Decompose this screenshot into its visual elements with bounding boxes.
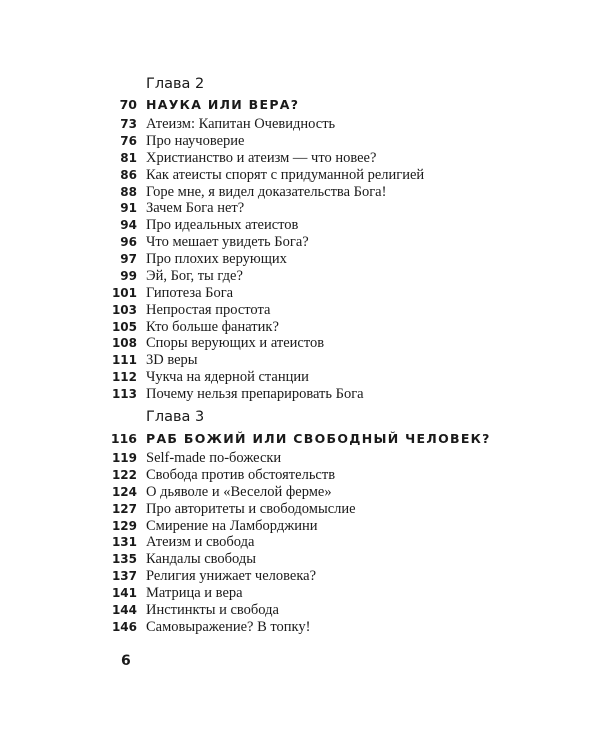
toc-entry-page: 105 bbox=[111, 319, 137, 334]
toc-entry bbox=[0, 568, 600, 585]
toc-entry-page: 94 bbox=[120, 218, 137, 233]
toc-entry-page: 81 bbox=[120, 150, 137, 165]
toc-entry bbox=[0, 602, 600, 619]
toc-entry-page: 103 bbox=[111, 302, 137, 317]
toc-entry-page: 112 bbox=[111, 370, 137, 385]
page-number: 6 bbox=[121, 653, 131, 669]
toc-entry-page: 113 bbox=[111, 387, 137, 401]
toc-entry bbox=[0, 585, 600, 602]
chapter-2-title: НАУКА ИЛИ ВЕРА? bbox=[146, 97, 300, 112]
toc-entry bbox=[0, 484, 600, 501]
chapter-3-label: Глава 3 bbox=[146, 409, 205, 425]
toc-entry bbox=[0, 116, 600, 133]
toc-entry-page: 137 bbox=[111, 569, 137, 584]
toc-entry bbox=[0, 285, 600, 302]
toc-entry-title: Атеизм: Капитан Очевидность bbox=[146, 116, 336, 132]
toc-entry-page: 88 bbox=[120, 184, 137, 199]
toc-entry-page: 119 bbox=[111, 451, 137, 465]
toc-entry-page: 96 bbox=[120, 235, 137, 250]
toc-entry-title: Про идеальных атеистов bbox=[146, 217, 299, 234]
toc-entry-title: О дьяволе и «Веселой ферме» bbox=[146, 483, 332, 500]
toc-entry bbox=[0, 319, 600, 336]
toc-entry bbox=[0, 184, 600, 201]
toc-entry bbox=[0, 200, 600, 217]
toc-entry-title: Свобода против обстоятельств bbox=[146, 466, 336, 483]
chapter-2-label: Глава 2 bbox=[146, 76, 205, 92]
toc-entry-title: Самовыражение? В топку! bbox=[146, 618, 311, 635]
toc-entry-page: 141 bbox=[111, 586, 137, 600]
toc-entry bbox=[0, 467, 600, 484]
toc-entry-page: 108 bbox=[111, 336, 137, 351]
toc-entry bbox=[0, 551, 600, 568]
toc-entry-page: 127 bbox=[111, 501, 137, 516]
toc-entry-title: Атеизм и свобода bbox=[146, 534, 255, 551]
toc-entry-title: Что мешает увидеть Бога? bbox=[146, 234, 309, 251]
toc-entry-title: Кто больше фанатик? bbox=[146, 318, 279, 335]
toc-entry-page: 97 bbox=[120, 252, 137, 266]
toc-entry-title: Христианство и атеизм — что новее? bbox=[146, 149, 377, 166]
toc-entry bbox=[0, 133, 600, 150]
toc-entry-title: Смирение на Ламборджини bbox=[146, 517, 318, 534]
toc-entry-title: Про авторитеты и свободомыслие bbox=[146, 500, 356, 517]
toc-entry-page: 124 bbox=[111, 484, 137, 499]
toc-entry-page: 129 bbox=[111, 518, 137, 533]
toc-entry-title: Гипотеза Бога bbox=[146, 284, 234, 301]
toc-entry-title: Горе мне, я видел доказательства Бога! bbox=[146, 183, 387, 200]
toc-entry bbox=[0, 234, 600, 251]
toc-entry-title: Self-made по-божески bbox=[146, 450, 282, 466]
toc-entry-title: Про научоверие bbox=[146, 132, 245, 149]
toc-entry-page: 76 bbox=[120, 133, 137, 148]
toc-entry-title: Кандалы свободы bbox=[146, 551, 256, 568]
toc-entry bbox=[0, 268, 600, 285]
toc-entry-page: 101 bbox=[111, 285, 137, 300]
toc-entry bbox=[0, 619, 600, 636]
toc-entry-page: 146 bbox=[111, 619, 137, 634]
toc-entry-page: 73 bbox=[120, 117, 137, 131]
toc-entry bbox=[0, 352, 600, 369]
toc-entry bbox=[0, 302, 600, 319]
toc-entry-page: 144 bbox=[111, 602, 137, 617]
toc-entry bbox=[0, 450, 600, 467]
toc-entry-title: Как атеисты спорят с придуманной религией bbox=[146, 166, 425, 183]
toc-entry-title: Споры верующих и атеистов bbox=[146, 335, 325, 352]
toc-entry bbox=[0, 518, 600, 535]
toc-entry bbox=[0, 217, 600, 234]
toc-entry-title: Про плохих верующих bbox=[146, 251, 287, 267]
toc-entry bbox=[0, 534, 600, 551]
toc-entry bbox=[0, 167, 600, 184]
toc-entry-title: Чукча на ядерной станции bbox=[146, 369, 309, 386]
toc-entry bbox=[0, 335, 600, 352]
toc-entry-page: 131 bbox=[111, 535, 137, 550]
toc-entry bbox=[0, 150, 600, 167]
toc-entry-page: 86 bbox=[120, 167, 137, 182]
toc-entry bbox=[0, 369, 600, 386]
toc-entry-title: Почему нельзя препарировать Бога bbox=[146, 386, 364, 402]
toc-entry bbox=[0, 501, 600, 518]
toc-entry-title: Религия унижает человека? bbox=[146, 568, 317, 585]
toc-entry-title: 3D веры bbox=[146, 352, 198, 369]
toc-entry-page: 135 bbox=[111, 552, 137, 567]
toc-entry-page: 99 bbox=[120, 268, 137, 283]
toc-entry-title: Эй, Бог, ты где? bbox=[146, 267, 243, 284]
toc-entry-page: 111 bbox=[111, 353, 137, 368]
chapter-3-title: РАБ БОЖИЙ ИЛИ СВОБОДНЫЙ ЧЕЛОВЕК? bbox=[146, 431, 491, 446]
toc-entry-page: 91 bbox=[120, 201, 137, 216]
toc-entry bbox=[0, 251, 600, 268]
toc-entry-title: Инстинкты и свобода bbox=[146, 601, 279, 618]
chapter-3-entries bbox=[0, 450, 600, 636]
toc-entry-page: 122 bbox=[111, 467, 137, 482]
chapter-3-page-number: 116 bbox=[110, 431, 137, 446]
toc-entry-title: Зачем Бога нет? bbox=[146, 200, 245, 217]
toc-entry-title: Непростая простота bbox=[146, 301, 271, 318]
chapter-2-entries bbox=[0, 116, 600, 403]
chapter-2-page-number: 70 bbox=[119, 97, 137, 112]
toc-entry bbox=[0, 386, 600, 403]
toc-entry-title: Матрица и вера bbox=[146, 585, 243, 601]
